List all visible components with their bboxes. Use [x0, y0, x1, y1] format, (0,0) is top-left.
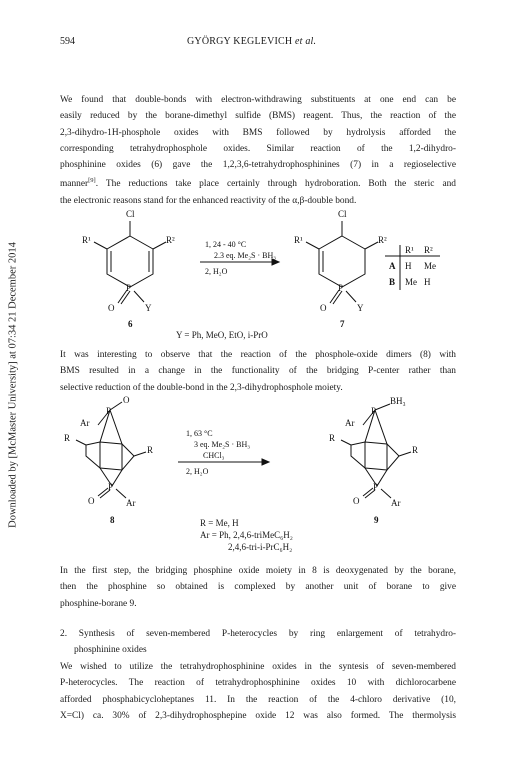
scheme1-caption: Y = Ph, MeO, EtO, i-PrO — [176, 330, 268, 340]
compound-label-6: 6 — [128, 319, 133, 329]
bond-po-8 — [110, 402, 122, 410]
text-line: It was interesting to observe that the reaction of the phosphole-oxide dimers (8) with — [60, 350, 456, 360]
bond-py-6 — [134, 291, 144, 302]
text-line: We wished to utilize the tetrahydrophosphinine oxides in the syntesis of seven-membered — [60, 662, 456, 672]
label-cl-7: Cl — [338, 209, 347, 219]
bond-ar2-9 — [381, 489, 391, 498]
text-line: In the first step, the bridging phosphine oxide moiety in 8 is deoxygenated by the borane, — [60, 566, 456, 576]
text-line: P-heterocycles. The reaction of tetrahydrophosphinine oxides 10 with dichlorocarbene — [60, 678, 456, 689]
scheme1-condition-3: 2, H₂O — [205, 267, 228, 276]
bond-r-8b — [134, 452, 146, 456]
reaction-scheme-2 — [0, 390, 508, 540]
reaction-arrowhead-2 — [262, 459, 269, 465]
table-header-r2: R² — [424, 245, 433, 255]
label-ar-9: Ar — [345, 418, 355, 428]
paragraph-deoxygenation — [60, 563, 456, 612]
label-o-7: O — [320, 303, 327, 313]
scheme2-condition-2: 3 eq. Me₂S · BH₃ — [194, 440, 251, 449]
label-r-8a: R — [64, 433, 71, 443]
table-row-b-r2: H — [424, 277, 431, 287]
ring-p-9b — [377, 470, 387, 486]
label-o2-8: O — [88, 496, 95, 506]
label-o-6: O — [108, 303, 115, 313]
label-r2-6: R² — [166, 235, 175, 245]
text-line: X=Cl) ca. 30% of 2,3-dihydrophosphepine oxide 12 was also formed. The thermolysis — [60, 710, 456, 721]
label-o2-9: O — [353, 496, 360, 506]
text-line: phosphinine oxides (6) gave the 1,2,3,6-tetrahydrophosphinines (7) in a regioselective — [60, 160, 456, 171]
label-r-9a: R — [329, 433, 336, 443]
label-p2-8: P — [108, 482, 114, 492]
table-row-a-r2: Me — [424, 261, 436, 271]
text-line: then the phosphine so obtained is complexed by another unit of borane to give — [60, 582, 456, 593]
label-y-6: Y — [145, 303, 152, 313]
text-line: afforded phosphabicycloheptanes 11. In the reaction of the 4-chloro derivative (10, — [60, 694, 456, 705]
ring-compound-7 — [319, 236, 365, 287]
scheme2-condition-4: 2, H₂O — [186, 467, 209, 476]
bond-r2-7 — [365, 242, 378, 249]
section-heading-line-2: phosphinine oxides — [74, 645, 147, 656]
text-line: 2,3-dihydro-1H-phosphole oxides with BMS followed by hydrolysis afforded the — [60, 127, 456, 138]
running-head-author: GYÖRGY KEGLEVICH — [187, 36, 293, 47]
label-p-8: P — [106, 406, 112, 416]
scheme2-caption-ar: Ar = Ph, 2,4,6-triMeC₆H₂ — [200, 530, 293, 540]
compound-label-8: 8 — [110, 515, 115, 525]
text-line: corresponding tetrahydrophosphole oxides. Similar reaction of the 1,2-dihydro- — [60, 143, 456, 154]
text-line: selective reduction of the double-bond in the 2,3-dihydrophosphole moiety. — [60, 382, 343, 393]
download-watermark-text: Downloaded by [McMaster University] at 07:34 21 December 2014 — [7, 242, 19, 528]
bond-r-9a — [341, 440, 351, 445]
label-ar2-8: Ar — [126, 498, 136, 508]
bridge-9b — [375, 410, 387, 444]
compound-label-9: 9 — [374, 515, 379, 525]
text-line: the electronic reasons stand for the enhanced reactivity of the α,β-double bond. — [60, 195, 357, 206]
table-row-a-r1: H — [405, 261, 412, 271]
bond-r2-6 — [153, 242, 166, 249]
section-heading — [60, 626, 456, 659]
text-fragment: manner — [60, 179, 89, 190]
label-r2-7: R² — [378, 235, 387, 245]
label-p-9: P — [371, 406, 377, 416]
table-row-b-r1: Me — [405, 277, 417, 287]
bond-po2-9a — [363, 488, 373, 496]
cage-8 — [86, 442, 134, 470]
label-bh3-9: BH₃ — [390, 396, 406, 406]
table-row-b-label: B — [389, 277, 396, 287]
label-y-7: Y — [357, 303, 364, 313]
running-head-etal: et al. — [295, 36, 317, 47]
scheme2-condition-1: 1, 63 °C — [186, 429, 213, 438]
scheme1-condition-2: 2.3 eq. Me₂S · BH₃ — [214, 251, 277, 260]
label-p-7: P — [338, 283, 344, 293]
bond-po2-8a — [98, 488, 108, 496]
page-number: 594 — [60, 36, 75, 47]
bond-pb-9 — [375, 404, 390, 410]
label-r-8b: R — [147, 445, 154, 455]
label-ar-8: Ar — [80, 418, 90, 428]
section-heading-line-1: 2. Synthesis of seven-membered P-heterocycles by ring enlargement of tetrahydro- — [60, 629, 456, 639]
text-line: BMS resulted in a change in the functionality of the bridging P-center rather than — [60, 366, 456, 377]
text-line: phosphine-borane 9. — [60, 598, 137, 609]
table-row-a-label: A — [389, 261, 396, 271]
scheme1-condition-1: 1, 24 - 40 °C — [205, 240, 247, 249]
scheme2-condition-3: CHCl₃ — [203, 451, 225, 460]
label-r-9b: R — [412, 445, 419, 455]
label-r1-6: R¹ — [82, 235, 91, 245]
table-header-r1: R¹ — [405, 245, 414, 255]
bond-r1-7 — [306, 242, 319, 249]
label-p-6: P — [126, 283, 132, 293]
bond-ar2-8 — [116, 489, 126, 498]
text-line: easily reduced by the borane-dimethyl sulfide (BMS) reagent. Thus, the reaction of the — [60, 111, 456, 122]
bond-r-9b — [399, 452, 411, 456]
compound-label-7: 7 — [340, 319, 345, 329]
text-line: We found that double-bonds with electron-withdrawing substituents at one end can be — [60, 95, 456, 105]
bond-r-8a — [76, 440, 86, 445]
cage-9 — [351, 442, 399, 470]
label-o-8: O — [123, 395, 130, 405]
ring-p-8b — [112, 470, 122, 486]
scheme2-caption-ar2: 2,4,6-tri-i-PrC₆H₂ — [228, 542, 293, 552]
label-p2-9: P — [373, 482, 379, 492]
citation-ref: [9] — [88, 177, 96, 185]
paragraph-dimers — [60, 347, 456, 396]
label-ar2-9: Ar — [391, 498, 401, 508]
bond-py-7 — [346, 291, 356, 302]
ring-compound-6 — [107, 236, 153, 287]
scheme2-caption-r: R = Me, H — [200, 518, 239, 528]
label-cl-6: Cl — [126, 209, 135, 219]
bond-r1-6 — [94, 242, 107, 249]
bridge-8b — [110, 410, 122, 444]
text-fragment: . The reductions take place certainly through hydroboration. Both the steric and — [95, 179, 456, 190]
label-r1-7: R¹ — [294, 235, 303, 245]
reaction-scheme-1 — [0, 0, 508, 330]
paragraph-ring-enlargement — [60, 659, 456, 724]
